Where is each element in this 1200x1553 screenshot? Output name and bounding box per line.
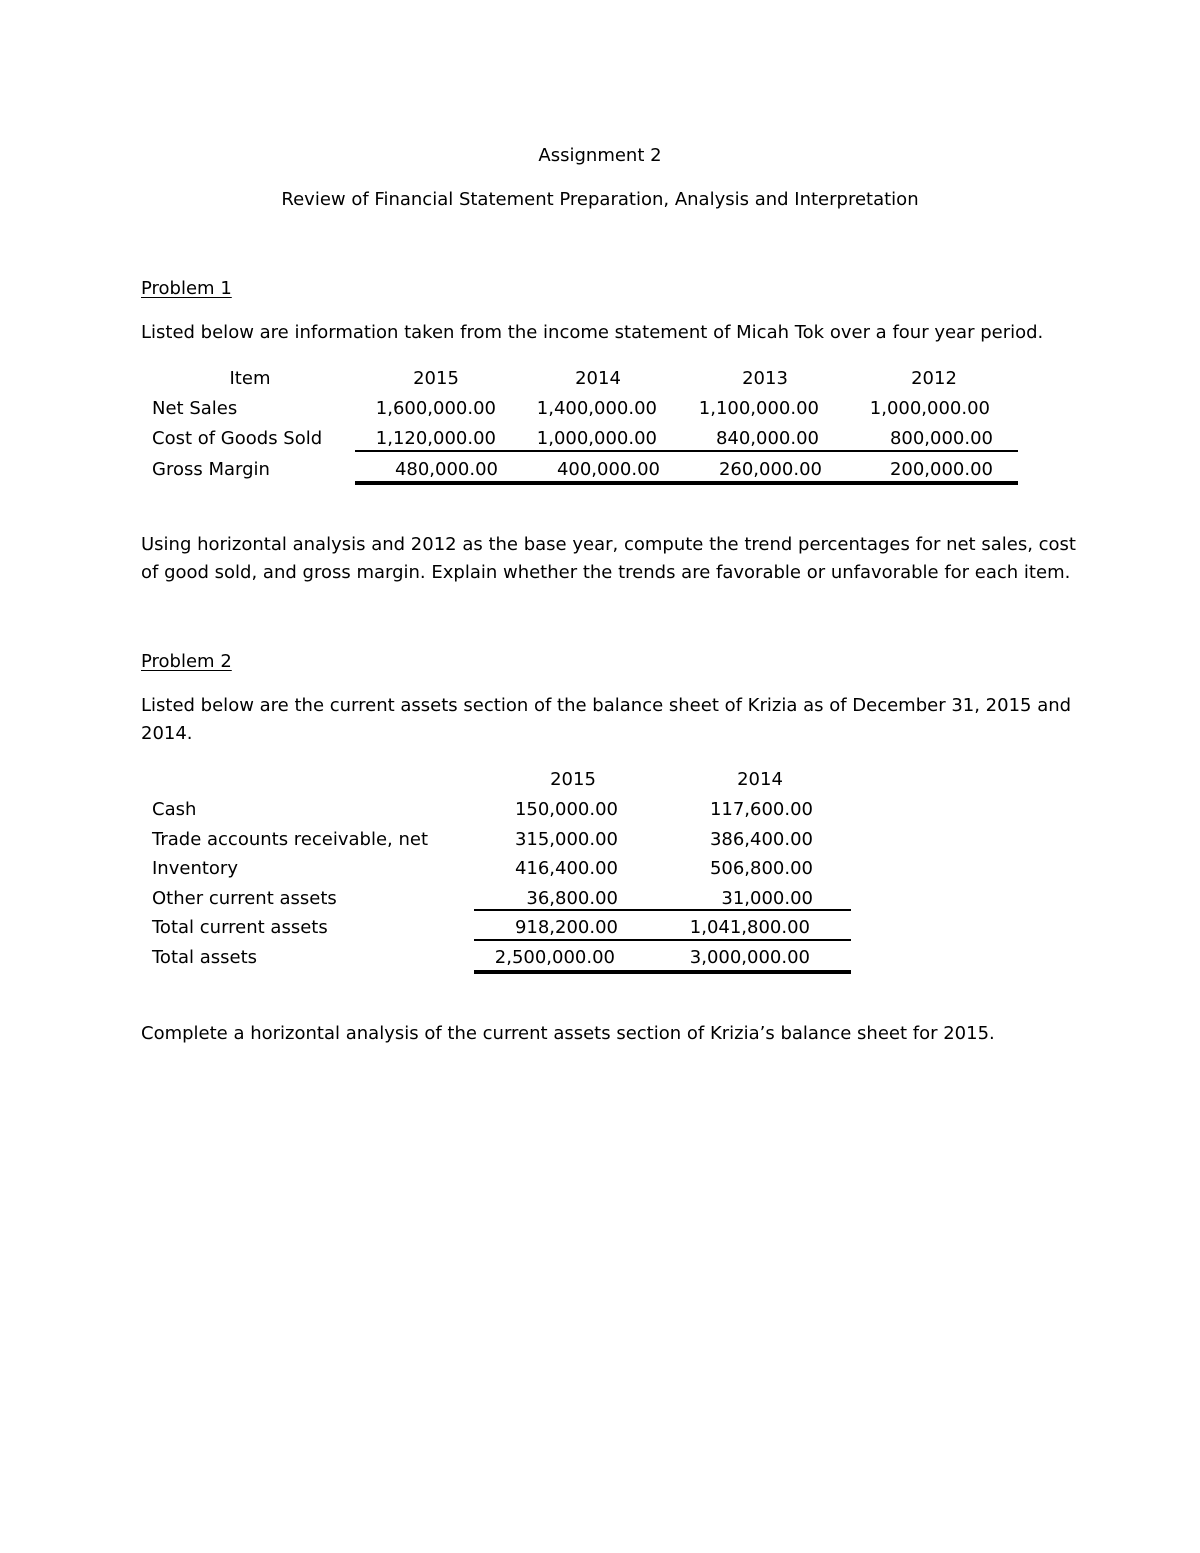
table-cell: 31,000.00 <box>721 888 813 909</box>
row-label: Other current assets <box>152 888 337 909</box>
table-header-2014: 2014 <box>575 368 621 389</box>
total-double-rule <box>474 970 851 974</box>
problem1-heading: Problem 1 <box>141 278 232 299</box>
table-cell: 1,100,000.00 <box>698 398 819 419</box>
row-label: Total current assets <box>152 917 328 938</box>
document-title: Assignment 2 <box>538 145 662 166</box>
table-cell: 800,000.00 <box>889 428 993 449</box>
table-header-2012: 2012 <box>911 368 957 389</box>
subtotal-rule <box>355 450 1018 452</box>
table-cell: 480,000.00 <box>394 459 498 480</box>
row-label: Inventory <box>152 858 238 879</box>
table-cell: 416,400.00 <box>514 858 618 879</box>
table-cell: 200,000.00 <box>889 459 993 480</box>
problem2-heading: Problem 2 <box>141 651 232 672</box>
table-cell: 2,500,000.00 <box>494 947 615 968</box>
table-cell: 1,000,000.00 <box>536 428 657 449</box>
row-label: Total assets <box>152 947 258 968</box>
table-cell: 386,400.00 <box>709 829 813 850</box>
problem2-intro-line1: Listed below are the current assets section of the balance sheet of Krizia as of December 31, 2015 and <box>141 695 1072 716</box>
table-cell: 1,600,000.00 <box>375 398 496 419</box>
table-cell: 918,200.00 <box>514 917 618 938</box>
table-cell: 3,000,000.00 <box>689 947 810 968</box>
table-cell: 506,800.00 <box>709 858 813 879</box>
table-cell: 117,600.00 <box>709 799 813 820</box>
problem1-question-line1: Using horizontal analysis and 2012 as the base year, compute the trend percentages for net sales, cost <box>141 534 1076 555</box>
table-cell: 150,000.00 <box>514 799 618 820</box>
row-label: Cost of Goods Sold <box>152 428 323 449</box>
table-header-2015: 2015 <box>413 368 459 389</box>
table-cell: 1,120,000.00 <box>375 428 496 449</box>
table-cell: 1,400,000.00 <box>536 398 657 419</box>
total-rule <box>474 939 851 941</box>
table-header-item: Item <box>229 368 271 389</box>
total-double-rule <box>355 481 1018 485</box>
table-cell: 400,000.00 <box>556 459 660 480</box>
row-label: Trade accounts receivable, net <box>152 829 429 850</box>
problem1-intro: Listed below are information taken from the income statement of Micah Tok over a four year period. <box>141 322 1044 343</box>
row-label: Cash <box>152 799 197 820</box>
row-label: Gross Margin <box>152 459 270 480</box>
table-cell: 260,000.00 <box>718 459 822 480</box>
problem2-intro-line2: 2014. <box>141 723 193 744</box>
row-label: Net Sales <box>152 398 238 419</box>
table-cell: 1,000,000.00 <box>869 398 990 419</box>
problem2-question: Complete a horizontal analysis of the current assets section of Krizia’s balance sheet for 2015. <box>141 1023 995 1044</box>
table-header-2015: 2015 <box>550 769 596 790</box>
table-header-2013: 2013 <box>742 368 788 389</box>
subtotal-rule <box>474 909 851 911</box>
document-subtitle: Review of Financial Statement Preparation, Analysis and Interpretation <box>281 189 919 210</box>
problem1-question-line2: of good sold, and gross margin. Explain whether the trends are favorable or unfavorable for each item. <box>141 562 1071 583</box>
table-cell: 315,000.00 <box>514 829 618 850</box>
table-header-2014: 2014 <box>737 769 783 790</box>
table-cell: 1,041,800.00 <box>689 917 810 938</box>
table-cell: 840,000.00 <box>715 428 819 449</box>
table-cell: 36,800.00 <box>526 888 618 909</box>
